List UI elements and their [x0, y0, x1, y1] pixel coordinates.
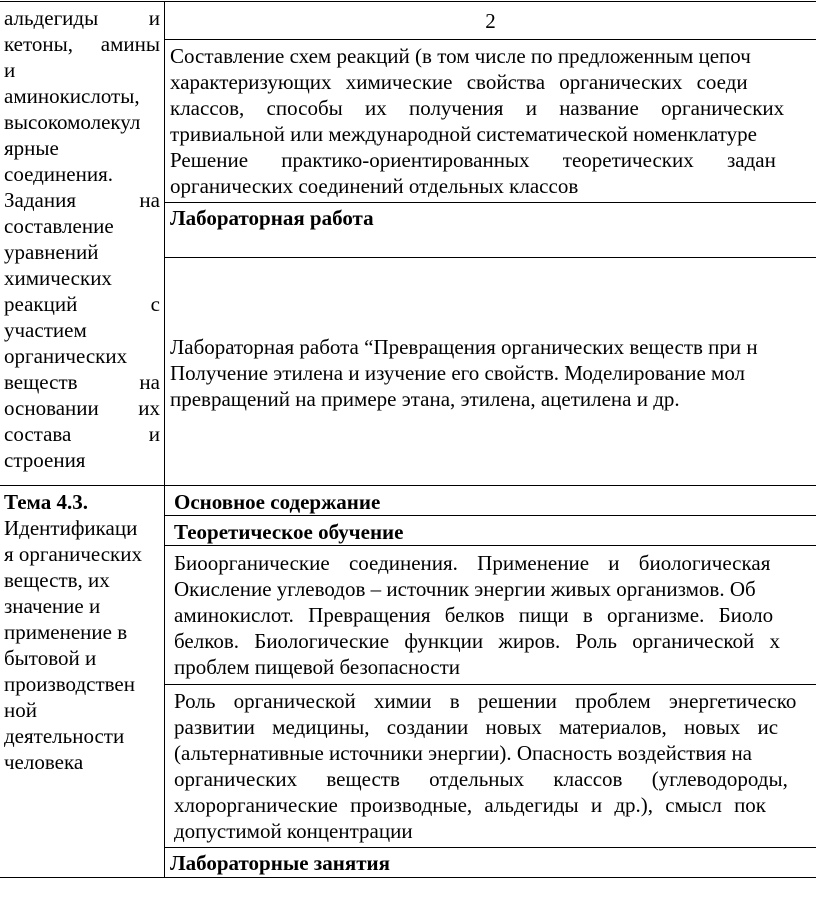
theory-heading: Теоретическое обучение — [174, 520, 404, 544]
lab-work-cell — [170, 334, 816, 412]
left-text-line: Идентификаци — [4, 516, 138, 540]
role-line: органических веществ отдельных классов (углеводороды, — [174, 767, 788, 791]
left-text-line: уравнений — [4, 240, 99, 264]
topic-title: Тема 4.3. — [4, 490, 88, 514]
column-divider — [164, 1, 165, 877]
reactions-line: характеризующих химические свойства органических соеди — [170, 70, 748, 94]
left-cell-topic-continuation — [4, 5, 160, 473]
left-text-line: деятельности — [4, 724, 125, 748]
main-content-cell — [174, 489, 814, 515]
row-divider-lab-text — [164, 257, 816, 258]
lab-text-line: превращений на примере этана, этилена, ацетилена и др. — [170, 387, 680, 411]
row-divider-theory — [164, 515, 816, 516]
theory-cell — [174, 519, 814, 545]
row-divider-lab-sessions — [164, 847, 816, 848]
left-text-line: человека — [4, 750, 84, 774]
left-text-line: я органических — [4, 542, 142, 566]
left-text-line: кетоны, амины — [4, 32, 160, 56]
role-line: хлорорганические производные, альдегиды и др.), смысл пок — [174, 793, 767, 817]
left-text-line: веществ, их — [4, 568, 110, 592]
bioorganic-line: Окисление углеводов – источник энергии живых организмов. Об — [174, 577, 756, 601]
left-text-line: органических — [4, 344, 128, 368]
left-text-line: составление — [4, 214, 114, 238]
role-line: Роль органической химии в решении проблем энергетическо — [174, 689, 797, 713]
row-divider-number — [164, 39, 816, 40]
left-text-line: бытовой и — [4, 646, 97, 670]
row-divider-lab-heading — [164, 202, 816, 203]
reactions-line: классов, способы их получения и название органических — [170, 96, 785, 120]
reactions-cell — [170, 43, 816, 199]
lab-sessions-cell — [170, 850, 810, 876]
reactions-line: Составление схем реакций (в том числе по предложенным цепоч — [170, 44, 751, 68]
left-text-line: основании их — [4, 396, 160, 420]
main-content-heading: Основное содержание — [174, 490, 381, 514]
left-text-line: состава и — [4, 422, 160, 446]
left-text-line: альдегиды и — [4, 6, 160, 30]
left-text-line: значение и — [4, 594, 101, 618]
left-text-line: ярные — [4, 136, 59, 160]
left-text-line: ной — [4, 698, 37, 722]
reactions-line: Решение практико-ориентированных теоретических задан — [170, 148, 776, 172]
lab-text-line: Лабораторная работа “Превращения органических веществ при н — [170, 335, 758, 359]
left-cell-topic-4-3 — [4, 489, 160, 775]
lab-heading-cell — [170, 205, 810, 231]
left-text-line: Задания на — [4, 188, 160, 212]
left-text-line: участием — [4, 318, 87, 342]
row-divider-bio — [164, 545, 816, 546]
row-divider-topic — [0, 485, 816, 486]
bioorganic-line: белков. Биологические функции жиров. Роль органической х — [174, 629, 780, 653]
left-text-line: веществ на — [4, 370, 160, 394]
left-text-line: и — [4, 58, 16, 82]
row-divider-role — [164, 684, 816, 685]
left-text-line: реакций с — [4, 292, 160, 316]
left-text-line: высокомолекул — [4, 110, 141, 134]
left-text-line: строения — [4, 448, 86, 472]
table-bottom-border — [0, 877, 816, 878]
column-number-cell — [165, 8, 816, 34]
bioorganic-line: аминокислот. Превращения белков пищи в организме. Биоло — [174, 603, 774, 627]
role-line: (альтернативные источники энергии). Опасность воздействия на — [174, 741, 753, 765]
reactions-line: тривиальной или международной систематической номенклатуре — [170, 122, 757, 146]
role-line: развитии медицины, создании новых материалов, новых ис — [174, 715, 779, 739]
bioorganic-cell — [174, 550, 816, 680]
reactions-line: органических соединений отдельных классов — [170, 174, 579, 198]
lab-sessions-heading: Лабораторные занятия — [170, 851, 390, 875]
role-cell — [174, 688, 816, 844]
bioorganic-line: проблем пищевой безопасности — [174, 655, 461, 679]
left-text-line: применение в — [4, 620, 128, 644]
left-text-line: аминокислоты, — [4, 84, 140, 108]
bioorganic-line: Биоорганические соединения. Применение и биологическая — [174, 551, 771, 575]
lab-text-line: Получение этилена и изучение его свойств. Моделирование мол — [170, 361, 746, 385]
left-text-line: производствен — [4, 672, 135, 696]
left-text-line: химических — [4, 266, 112, 290]
table-top-border — [0, 1, 816, 2]
column-number: 2 — [485, 9, 496, 33]
left-text-line: соединения. — [4, 162, 113, 186]
lab-heading: Лабораторная работа — [170, 206, 374, 230]
role-line: допустимой концентрации — [174, 819, 413, 843]
